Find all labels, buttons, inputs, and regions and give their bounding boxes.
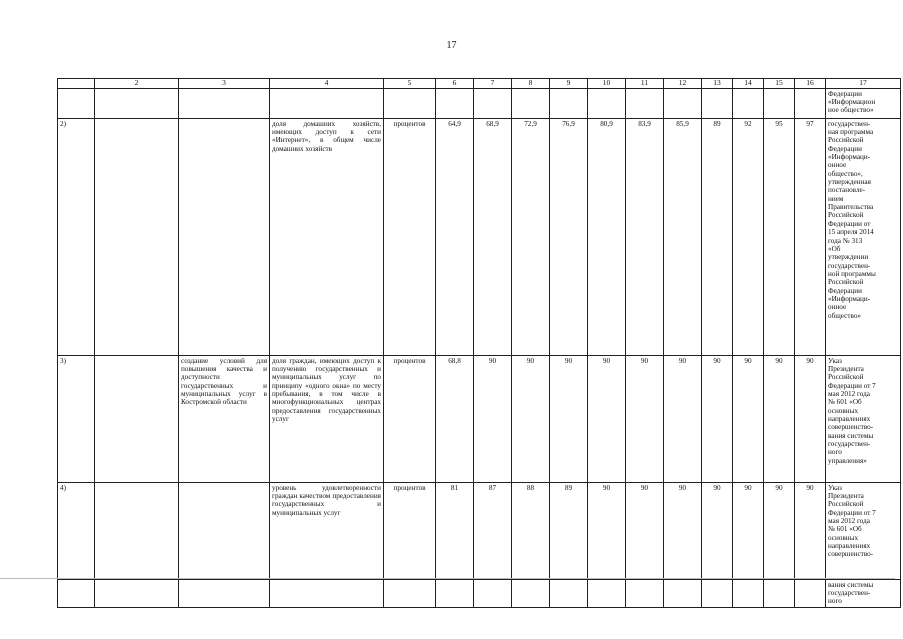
header-cell: 16	[795, 79, 826, 89]
header-cell: 15	[764, 79, 795, 89]
value-cell: 90	[795, 482, 826, 579]
value-cell: 72,9	[512, 118, 550, 355]
basis-cell: Указ Президента Российской Федерации от 7 мая 2012 года № 601 «Об основных направлениях совершенство- вания системы государствен- ного управления»	[826, 355, 901, 482]
value-cell: 90	[702, 355, 733, 482]
value-cell: 64,9	[436, 118, 474, 355]
goal-cell	[179, 482, 270, 579]
value-cell: 90	[764, 482, 795, 579]
table-row	[58, 355, 901, 482]
value-cell: 87	[474, 482, 512, 579]
basis-cell: вания системы государствен- ного	[826, 579, 901, 607]
value-cell: 90	[588, 482, 626, 579]
row-number: 2)	[58, 118, 95, 355]
header-cell	[58, 79, 95, 89]
value-cell: 76,9	[550, 118, 588, 355]
value-cell: 90	[664, 355, 702, 482]
header-cell: 9	[550, 79, 588, 89]
indicator-cell: уровень удовлетворенности граждан качеством предоставления государственных и муниципальных услуг	[270, 482, 384, 579]
value-cell: 95	[764, 118, 795, 355]
value-cell: 90	[795, 355, 826, 482]
value-cell: 81	[436, 482, 474, 579]
header-cell: 6	[436, 79, 474, 89]
goal-cell	[179, 118, 270, 355]
value-cell: 68,8	[436, 355, 474, 482]
value-cell: 97	[795, 118, 826, 355]
value-cell: 90	[550, 355, 588, 482]
value-cell: 68,9	[474, 118, 512, 355]
value-cell: 88	[512, 482, 550, 579]
value-cell: 80,9	[588, 118, 626, 355]
value-cell: 90	[512, 355, 550, 482]
basis-cell: Федерации «Информацион ное общество»	[826, 88, 901, 118]
value-cell: 90	[626, 482, 664, 579]
scan-artifact-line	[0, 578, 895, 579]
indicators-table	[57, 78, 901, 608]
header-cell: 7	[474, 79, 512, 89]
unit-cell: процентов	[384, 118, 436, 355]
header-cell: 3	[179, 79, 270, 89]
row-number: 4)	[58, 482, 95, 579]
table-row-cutoff	[58, 579, 901, 607]
value-cell: 90	[474, 355, 512, 482]
page-number: 17	[446, 40, 457, 51]
header-cell: 13	[702, 79, 733, 89]
indicator-cell: доля граждан, имеющих доступ к получению государственных и муниципальных услуг по принципу «одного окна» по месту пребывания, в том числе в многофункциональных центрах предоставления государственных услуг	[270, 355, 384, 482]
goal-cell: создание условий для повышения качества и доступности государственных и муниципальных услуг в Костромской области	[179, 355, 270, 482]
value-cell: 90	[626, 355, 664, 482]
value-cell: 90	[588, 355, 626, 482]
header-cell: 10	[588, 79, 626, 89]
continuation-row	[58, 88, 901, 118]
value-cell: 90	[733, 482, 764, 579]
header-row	[58, 79, 901, 89]
header-cell: 11	[626, 79, 664, 89]
value-cell: 90	[664, 482, 702, 579]
basis-cell: государствен- ная программа Российской Федерации «Информаци- онное общество», утвержденная постановле- нием Правительства Российской Федерации от 15 апреля 2014 года № 313 «Об утверждении государствен- ной программы Российской Федерации «Информаци- онное общество»	[826, 118, 901, 355]
unit-cell: процентов	[384, 355, 436, 482]
row-number: 3)	[58, 355, 95, 482]
value-cell: 89	[702, 118, 733, 355]
header-cell: 4	[270, 79, 384, 89]
header-cell: 14	[733, 79, 764, 89]
header-cell: 17	[826, 79, 901, 89]
value-cell: 92	[733, 118, 764, 355]
value-cell: 90	[733, 355, 764, 482]
header-cell: 8	[512, 79, 550, 89]
value-cell: 90	[702, 482, 733, 579]
value-cell: 89	[550, 482, 588, 579]
value-cell: 85,9	[664, 118, 702, 355]
basis-cell: Указ Президента Российской Федерации от 7 мая 2012 года № 601 «Об основных направлениях совершенство-	[826, 482, 901, 579]
indicator-cell: доля домашних хозяйств, имеющих доступ к сети «Интернет», в общем числе домашних хозяйств	[270, 118, 384, 355]
unit-cell: процентов	[384, 482, 436, 579]
table-row	[58, 118, 901, 355]
value-cell: 83,9	[626, 118, 664, 355]
table-row	[58, 482, 901, 579]
header-cell: 2	[95, 79, 179, 89]
header-cell: 5	[384, 79, 436, 89]
header-cell: 12	[664, 79, 702, 89]
value-cell: 90	[764, 355, 795, 482]
